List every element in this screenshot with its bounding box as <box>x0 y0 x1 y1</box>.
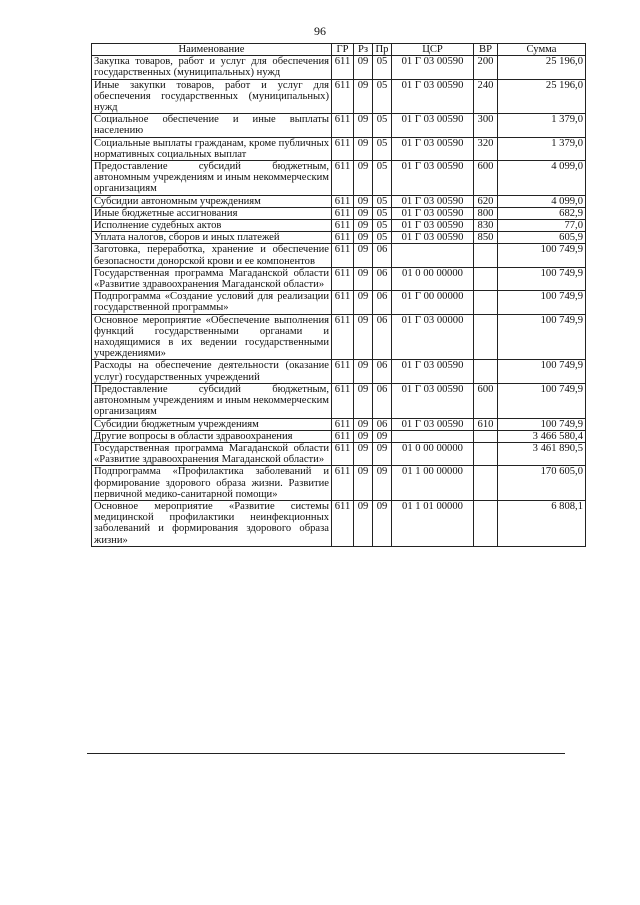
table-row <box>92 207 586 219</box>
name-cell: Другие вопросы в области здравоохранения <box>92 430 332 442</box>
csr-cell: 01 0 00 00000 <box>392 442 474 465</box>
pr-cell: 05 <box>373 207 392 219</box>
csr-cell: 01 1 01 00000 <box>392 500 474 546</box>
table-row <box>92 244 586 267</box>
vr-cell <box>474 442 498 465</box>
gr-cell: 611 <box>332 161 354 196</box>
sum-cell: 100 749,9 <box>498 383 586 418</box>
name-cell: Основное мероприятие «Обеспечение выполнения функций государственными органами и находящимися в их ведении государственными учреждениями» <box>92 314 332 360</box>
vr-cell <box>474 244 498 267</box>
sum-cell: 170 605,0 <box>498 466 586 501</box>
rz-cell: 09 <box>354 244 373 267</box>
budget-table <box>91 43 586 547</box>
name-cell: Закупка товаров, работ и услуг для обеспечения государственных (муниципальных) нужд <box>92 56 332 79</box>
name-cell: Исполнение судебных актов <box>92 220 332 232</box>
sum-cell: 682,9 <box>498 207 586 219</box>
pr-cell: 09 <box>373 430 392 442</box>
vr-cell: 800 <box>474 207 498 219</box>
pr-cell: 05 <box>373 232 392 244</box>
rz-cell: 09 <box>354 114 373 137</box>
sum-cell: 100 749,9 <box>498 314 586 360</box>
pr-cell: 05 <box>373 56 392 79</box>
gr-cell: 611 <box>332 442 354 465</box>
gr-cell: 611 <box>332 500 354 546</box>
header-gr: ГР <box>332 44 354 56</box>
gr-cell: 611 <box>332 291 354 314</box>
header-rz: Рз <box>354 44 373 56</box>
table-row <box>92 195 586 207</box>
csr-cell <box>392 430 474 442</box>
vr-cell <box>474 267 498 290</box>
rz-cell: 09 <box>354 267 373 290</box>
csr-cell: 01 Г 03 00590 <box>392 207 474 219</box>
sum-cell: 4 099,0 <box>498 161 586 196</box>
rz-cell: 09 <box>354 161 373 196</box>
sum-cell: 100 749,9 <box>498 291 586 314</box>
table-row <box>92 267 586 290</box>
rz-cell: 09 <box>354 418 373 430</box>
header-sum: Сумма <box>498 44 586 56</box>
vr-cell: 620 <box>474 195 498 207</box>
vr-cell: 610 <box>474 418 498 430</box>
sum-cell: 3 466 580,4 <box>498 430 586 442</box>
csr-cell: 01 Г 00 00000 <box>392 291 474 314</box>
header-pr: Пр <box>373 44 392 56</box>
pr-cell: 05 <box>373 195 392 207</box>
name-cell: Иные бюджетные ассигнования <box>92 207 332 219</box>
table-row <box>92 466 586 501</box>
sum-cell: 25 196,0 <box>498 56 586 79</box>
sum-cell: 6 808,1 <box>498 500 586 546</box>
name-cell: Предоставление субсидий бюджетным, автономным учреждениям и иным некоммерческим организациям <box>92 161 332 196</box>
vr-cell: 830 <box>474 220 498 232</box>
page-number: 96 <box>314 24 326 38</box>
sum-cell: 3 461 890,5 <box>498 442 586 465</box>
rz-cell: 09 <box>354 466 373 501</box>
gr-cell: 611 <box>332 79 354 114</box>
csr-cell: 01 Г 03 00590 <box>392 360 474 383</box>
gr-cell: 611 <box>332 244 354 267</box>
vr-cell: 320 <box>474 137 498 160</box>
pr-cell: 09 <box>373 500 392 546</box>
rz-cell: 09 <box>354 79 373 114</box>
rz-cell: 09 <box>354 56 373 79</box>
csr-cell: 01 Г 03 00590 <box>392 418 474 430</box>
header-vr: ВР <box>474 44 498 56</box>
name-cell: Расходы на обеспечение деятельности (оказание услуг) государственных учреждений <box>92 360 332 383</box>
rz-cell: 09 <box>354 137 373 160</box>
pr-cell: 06 <box>373 418 392 430</box>
name-cell: Социальное обеспечение и иные выплаты населению <box>92 114 332 137</box>
table-row <box>92 314 586 360</box>
sum-cell: 1 379,0 <box>498 114 586 137</box>
table-row <box>92 383 586 418</box>
gr-cell: 611 <box>332 267 354 290</box>
gr-cell: 611 <box>332 232 354 244</box>
sum-cell: 100 749,9 <box>498 267 586 290</box>
rz-cell: 09 <box>354 383 373 418</box>
table-row <box>92 500 586 546</box>
table-row <box>92 114 586 137</box>
name-cell: Социальные выплаты гражданам, кроме публичных нормативных социальных выплат <box>92 137 332 160</box>
sum-cell: 605,9 <box>498 232 586 244</box>
csr-cell: 01 Г 03 00590 <box>392 79 474 114</box>
name-cell: Государственная программа Магаданской области «Развитие здравоохранения Магаданской области» <box>92 267 332 290</box>
table-row <box>92 56 586 79</box>
sum-cell: 25 196,0 <box>498 79 586 114</box>
csr-cell: 01 Г 03 00590 <box>392 383 474 418</box>
pr-cell: 05 <box>373 79 392 114</box>
table-header-row <box>92 44 586 56</box>
pr-cell: 06 <box>373 244 392 267</box>
vr-cell <box>474 360 498 383</box>
csr-cell: 01 Г 03 00590 <box>392 137 474 160</box>
csr-cell: 01 Г 03 00590 <box>392 232 474 244</box>
name-cell: Иные закупки товаров, работ и услуг для обеспечения государственных (муниципальных) нужд <box>92 79 332 114</box>
csr-cell: 01 Г 03 00590 <box>392 161 474 196</box>
header-csr: ЦСР <box>392 44 474 56</box>
csr-cell: 01 Г 03 00590 <box>392 114 474 137</box>
csr-cell: 01 Г 03 00590 <box>392 220 474 232</box>
pr-cell: 05 <box>373 114 392 137</box>
sum-cell: 100 749,9 <box>498 360 586 383</box>
csr-cell: 01 1 00 00000 <box>392 466 474 501</box>
gr-cell: 611 <box>332 195 354 207</box>
table-row <box>92 161 586 196</box>
gr-cell: 611 <box>332 114 354 137</box>
rz-cell: 09 <box>354 207 373 219</box>
table-row <box>92 360 586 383</box>
table-row <box>92 291 586 314</box>
gr-cell: 611 <box>332 466 354 501</box>
pr-cell: 09 <box>373 442 392 465</box>
name-cell: Государственная программа Магаданской области «Развитие здравоохранения Магаданской области» <box>92 442 332 465</box>
rz-cell: 09 <box>354 500 373 546</box>
vr-cell: 600 <box>474 161 498 196</box>
vr-cell <box>474 291 498 314</box>
gr-cell: 611 <box>332 418 354 430</box>
rz-cell: 09 <box>354 314 373 360</box>
gr-cell: 611 <box>332 314 354 360</box>
gr-cell: 611 <box>332 137 354 160</box>
vr-cell <box>474 500 498 546</box>
rz-cell: 09 <box>354 291 373 314</box>
vr-cell: 200 <box>474 56 498 79</box>
table-row <box>92 442 586 465</box>
table-body <box>92 56 586 547</box>
rz-cell: 09 <box>354 360 373 383</box>
rz-cell: 09 <box>354 430 373 442</box>
name-cell: Подпрограмма «Создание условий для реализации государственной программы» <box>92 291 332 314</box>
vr-cell <box>474 430 498 442</box>
vr-cell <box>474 314 498 360</box>
csr-cell <box>392 244 474 267</box>
vr-cell: 240 <box>474 79 498 114</box>
table-row <box>92 137 586 160</box>
gr-cell: 611 <box>332 56 354 79</box>
gr-cell: 611 <box>332 220 354 232</box>
sum-cell: 1 379,0 <box>498 137 586 160</box>
gr-cell: 611 <box>332 430 354 442</box>
gr-cell: 611 <box>332 360 354 383</box>
pr-cell: 06 <box>373 314 392 360</box>
name-cell: Субсидии бюджетным учреждениям <box>92 418 332 430</box>
pr-cell: 09 <box>373 466 392 501</box>
table-row <box>92 79 586 114</box>
rz-cell: 09 <box>354 220 373 232</box>
name-cell: Основное мероприятие «Развитие системы медицинской профилактики неинфекционных заболеваний и формирования здорового образа жизни» <box>92 500 332 546</box>
gr-cell: 611 <box>332 383 354 418</box>
csr-cell: 01 Г 03 00000 <box>392 314 474 360</box>
pr-cell: 06 <box>373 383 392 418</box>
table-row <box>92 430 586 442</box>
sum-cell: 100 749,9 <box>498 244 586 267</box>
name-cell: Подпрограмма «Профилактика заболеваний и формирование здорового образа жизни. Развитие первичной медико-санитарной помощи» <box>92 466 332 501</box>
gr-cell: 611 <box>332 207 354 219</box>
pr-cell: 05 <box>373 137 392 160</box>
rz-cell: 09 <box>354 442 373 465</box>
header-name: Наименование <box>92 44 332 56</box>
name-cell: Уплата налогов, сборов и иных платежей <box>92 232 332 244</box>
csr-cell: 01 Г 03 00590 <box>392 195 474 207</box>
pr-cell: 05 <box>373 161 392 196</box>
pr-cell: 06 <box>373 360 392 383</box>
footer-rule <box>87 753 565 754</box>
vr-cell: 600 <box>474 383 498 418</box>
csr-cell: 01 Г 03 00590 <box>392 56 474 79</box>
sum-cell: 4 099,0 <box>498 195 586 207</box>
name-cell: Заготовка, переработка, хранение и обеспечение безопасности донорской крови и ее компонентов <box>92 244 332 267</box>
table-row <box>92 418 586 430</box>
pr-cell: 05 <box>373 220 392 232</box>
sum-cell: 100 749,9 <box>498 418 586 430</box>
pr-cell: 06 <box>373 291 392 314</box>
name-cell: Предоставление субсидий бюджетным, автономным учреждениям и иным некоммерческим организациям <box>92 383 332 418</box>
rz-cell: 09 <box>354 232 373 244</box>
pr-cell: 06 <box>373 267 392 290</box>
vr-cell: 850 <box>474 232 498 244</box>
sum-cell: 77,0 <box>498 220 586 232</box>
vr-cell <box>474 466 498 501</box>
table-row <box>92 220 586 232</box>
csr-cell: 01 0 00 00000 <box>392 267 474 290</box>
rz-cell: 09 <box>354 195 373 207</box>
table-row <box>92 232 586 244</box>
vr-cell: 300 <box>474 114 498 137</box>
name-cell: Субсидии автономным учреждениям <box>92 195 332 207</box>
